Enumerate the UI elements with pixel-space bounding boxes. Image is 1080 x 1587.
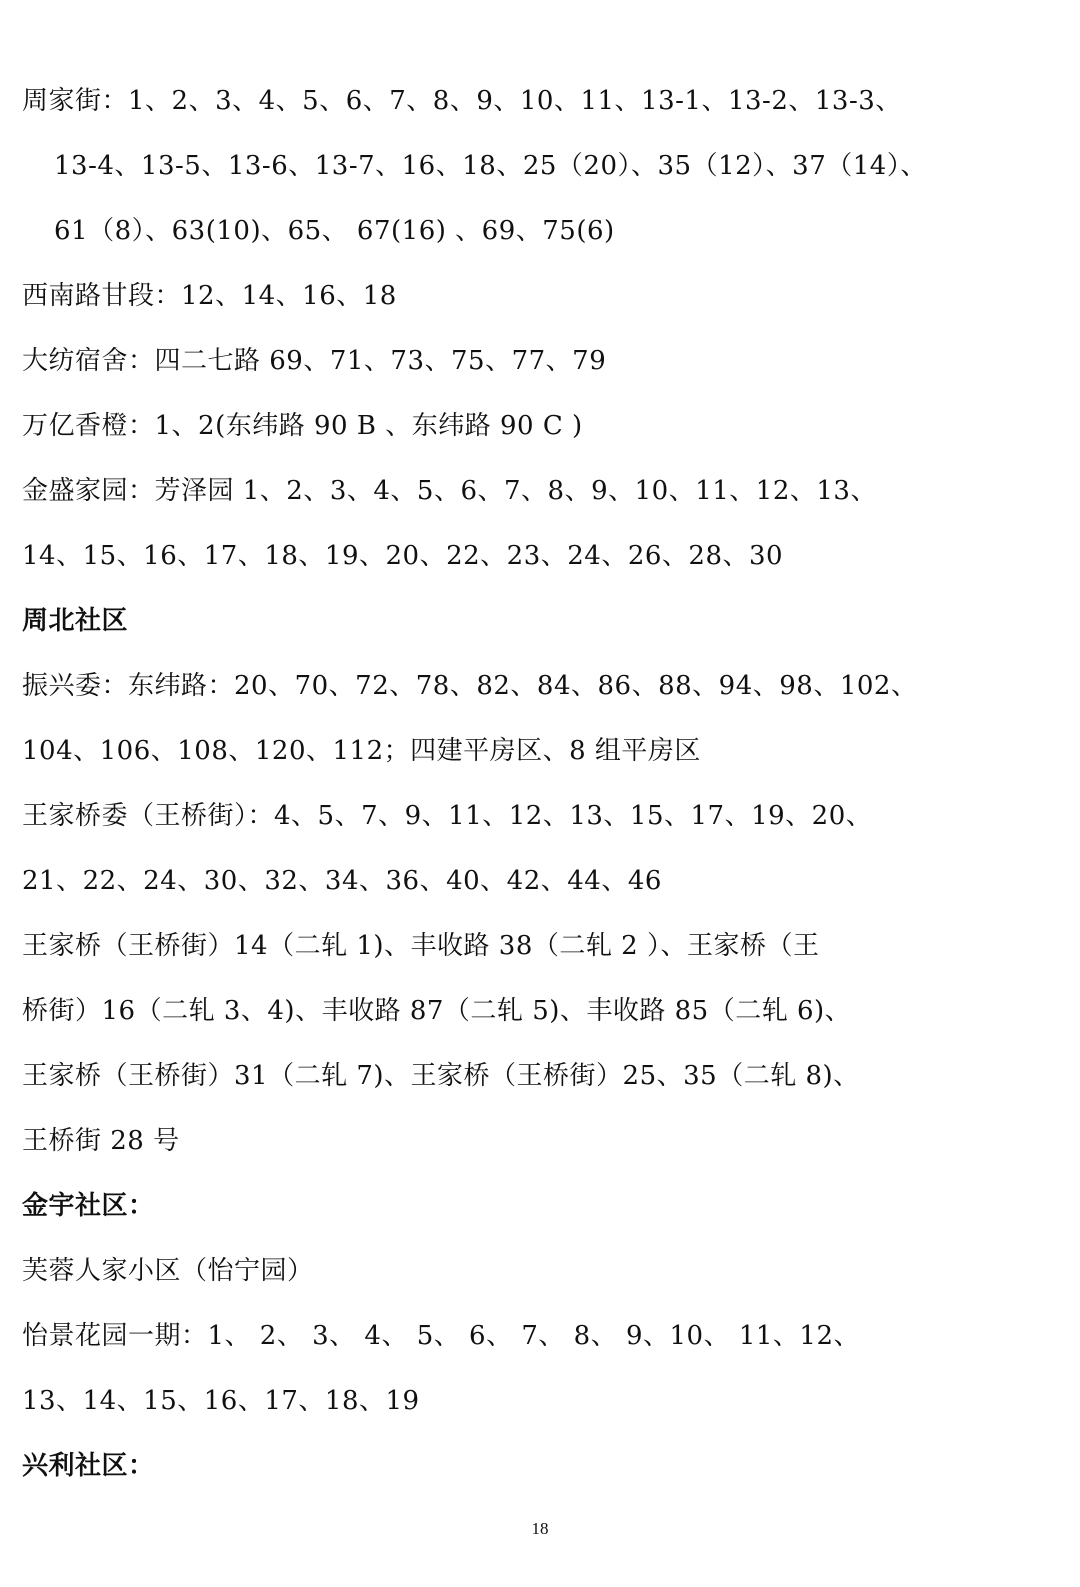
section-heading-jinyu: 金宇社区：	[22, 1191, 155, 1221]
text-line-wangjiaqiao-3: 王家桥（王桥街）31（二轧 7)、王家桥（王桥街）25、35（二轧 8)、	[22, 1061, 860, 1091]
text-line-yijing: 怡景花园一期：1、 2、 3、 4、 5、 6、 7、 8、 9、10、 11、12、	[22, 1321, 861, 1351]
text-line-jinsheng: 金盛家园：芳泽园 1、2、3、4、5、6、7、8、9、10、11、12、13、	[22, 476, 877, 506]
text-line-wangjiaqiao-wei: 王家桥委（王桥街）：4、5、7、9、11、12、13、15、17、19、20、	[22, 801, 873, 831]
text-line-wangjiaqiao-wei-cont: 21、22、24、30、32、34、36、40、42、44、46	[22, 866, 662, 896]
text-line-dafang: 大纺宿舍：四二七路 69、71、73、75、77、79	[22, 346, 607, 376]
text-line-yijing-cont: 13、14、15、16、17、18、19	[22, 1386, 420, 1416]
text-line-wanyi: 万亿香橙：1、2(东纬路 90 B 、东纬路 90 C )	[22, 411, 583, 441]
text-line-wangjiaqiao-4: 王桥街 28 号	[22, 1126, 180, 1156]
text-line-jinsheng-cont: 14、15、16、17、18、19、20、22、23、24、26、28、30	[22, 541, 784, 571]
section-heading-xingli: 兴利社区：	[22, 1451, 155, 1481]
text-line-zhoujiajie-cont-2: 61（8）、63(10)、65、 67(16) 、69、75(6)	[54, 216, 615, 246]
text-line-xinanlu: 西南路甘段：12、14、16、18	[22, 281, 397, 311]
text-line-zhenxing-cont: 104、106、108、120、112；四建平房区、8 组平房区	[22, 736, 701, 766]
page-number: 18	[531, 1519, 549, 1538]
text-line-wangjiaqiao-2: 桥街）16（二轧 3、4)、丰收路 87（二轧 5)、丰收路 85（二轧 6)、	[22, 996, 852, 1026]
section-heading-zhoubei: 周北社区	[22, 606, 129, 636]
text-line-furong: 芙蓉人家小区（怡宁园）	[22, 1256, 314, 1286]
text-line-zhoujiajie: 周家街：1、2、3、4、5、6、7、8、9、10、11、13-1、13-2、13-3、	[22, 86, 902, 116]
text-line-zhenxing: 振兴委：东纬路：20、70、72、78、82、84、86、88、94、98、102、	[22, 671, 918, 701]
text-line-zhoujiajie-cont-1: 13-4、13-5、13-6、13-7、16、18、25（20）、35（12）、37（14）、	[54, 151, 927, 181]
text-line-wangjiaqiao-1: 王家桥（王桥街）14（二轧 1)、丰收路 38（二轧 2 ）、王家桥（王	[22, 931, 820, 961]
